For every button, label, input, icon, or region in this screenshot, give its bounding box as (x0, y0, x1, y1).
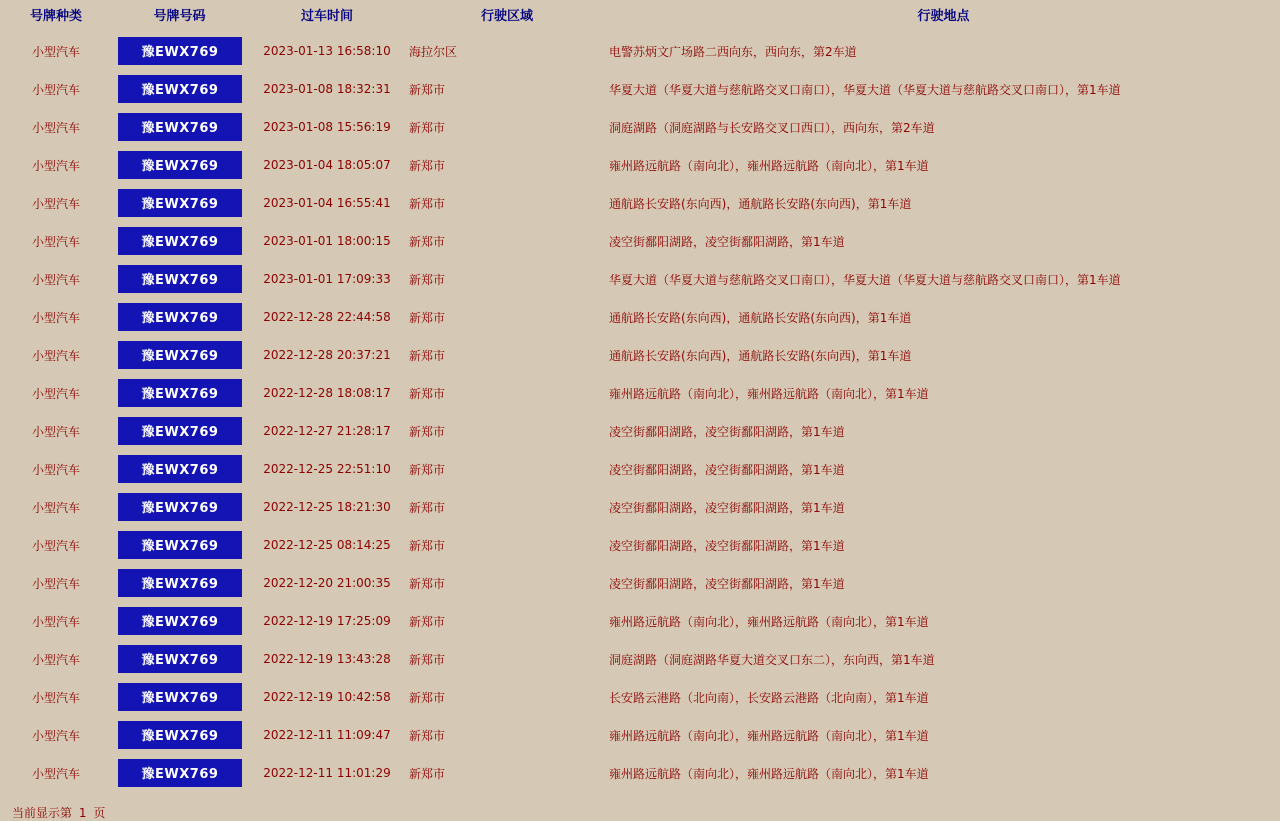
cell-plate-number[interactable] (112, 336, 247, 374)
pagination-prefix: 当前显示第 (12, 806, 73, 820)
cell-plate-type: 小型汽车 (31, 652, 80, 667)
cell-area: 新郑市 (409, 196, 446, 211)
cell-location: 凌空街鄱阳湖路，凌空街鄱阳湖路，第1车道 (609, 234, 845, 249)
cell-plate-number[interactable] (112, 602, 247, 640)
cell-plate-type: 小型汽车 (31, 310, 80, 325)
plate-badge[interactable]: 豫EWX769 (118, 683, 242, 711)
cell-plate-number[interactable] (112, 564, 247, 602)
cell-area: 新郑市 (409, 348, 446, 363)
cell-plate-type: 小型汽车 (31, 196, 80, 211)
cell-area: 新郑市 (409, 652, 446, 667)
cell-location: 华夏大道（华夏大道与慈航路交叉口南口），华夏大道（华夏大道与慈航路交叉口南口），第1车道 (609, 272, 1121, 287)
table-row[interactable] (0, 488, 1280, 526)
cell-plate-type: 小型汽车 (31, 462, 80, 477)
cell-area: 新郑市 (409, 690, 446, 705)
cell-plate-number[interactable] (112, 640, 247, 678)
cell-area: 新郑市 (409, 386, 446, 401)
cell-plate-number[interactable] (112, 298, 247, 336)
cell-area: 新郑市 (409, 310, 446, 325)
cell-pass-time: 2022-12-11 11:01:29 (263, 766, 391, 780)
plate-badge[interactable]: 豫EWX769 (118, 75, 242, 103)
cell-pass-time: 2023-01-01 17:09:33 (263, 272, 391, 286)
cell-pass-time: 2022-12-28 18:08:17 (263, 386, 391, 400)
cell-area: 新郑市 (409, 576, 446, 591)
cell-plate-number[interactable] (112, 260, 247, 298)
plate-badge[interactable]: 豫EWX769 (118, 341, 242, 369)
cell-location: 长安路云港路（北向南），长安路云港路（北向南），第1车道 (609, 690, 929, 705)
plate-badge[interactable]: 豫EWX769 (118, 37, 242, 65)
cell-area: 新郑市 (409, 538, 446, 553)
cell-location: 雍州路远航路（南向北），雍州路远航路（南向北），第1车道 (609, 728, 929, 743)
cell-plate-type: 小型汽车 (31, 234, 80, 249)
cell-plate-number[interactable] (112, 678, 247, 716)
cell-plate-number[interactable] (112, 108, 247, 146)
cell-pass-time: 2022-12-19 10:42:58 (263, 690, 391, 704)
cell-area: 海拉尔区 (409, 44, 458, 59)
cell-plate-type: 小型汽车 (31, 120, 80, 135)
cell-area: 新郑市 (409, 424, 446, 439)
cell-plate-type: 小型汽车 (31, 44, 80, 59)
plate-badge[interactable]: 豫EWX769 (118, 379, 242, 407)
cell-plate-number[interactable] (112, 70, 247, 108)
plate-badge[interactable]: 豫EWX769 (118, 569, 242, 597)
cell-area: 新郑市 (409, 462, 446, 477)
plate-badge[interactable]: 豫EWX769 (118, 189, 242, 217)
cell-location: 雍州路远航路（南向北），雍州路远航路（南向北），第1车道 (609, 158, 929, 173)
cell-plate-type: 小型汽车 (31, 766, 80, 781)
table-row[interactable] (0, 564, 1280, 602)
plate-badge[interactable]: 豫EWX769 (118, 493, 242, 521)
plate-badge[interactable]: 豫EWX769 (118, 303, 242, 331)
plate-badge[interactable]: 豫EWX769 (118, 759, 242, 787)
cell-area: 新郑市 (409, 500, 446, 515)
plate-badge[interactable]: 豫EWX769 (118, 265, 242, 293)
cell-location: 电警苏炳文广场路二西向东，西向东，第2车道 (609, 44, 857, 59)
cell-location: 雍州路远航路（南向北），雍州路远航路（南向北），第1车道 (609, 766, 929, 781)
cell-plate-type: 小型汽车 (31, 158, 80, 173)
cell-location: 雍州路远航路（南向北），雍州路远航路（南向北），第1车道 (609, 614, 929, 629)
cell-plate-type: 小型汽车 (31, 614, 80, 629)
plate-badge[interactable]: 豫EWX769 (118, 227, 242, 255)
cell-location: 通航路长安路(东向西)，通航路长安路(东向西)，第1车道 (609, 196, 912, 211)
cell-plate-number[interactable] (112, 184, 247, 222)
table-row[interactable] (0, 70, 1280, 108)
column-header-plate-number: 号牌号码 (153, 9, 206, 24)
table-row[interactable] (0, 602, 1280, 640)
plate-badge[interactable]: 豫EWX769 (118, 455, 242, 483)
pagination-page-number: 1 (78, 806, 87, 820)
cell-plate-type: 小型汽车 (31, 690, 80, 705)
cell-plate-number[interactable] (112, 716, 247, 754)
table-row[interactable] (0, 108, 1280, 146)
cell-plate-number[interactable] (112, 450, 247, 488)
cell-location: 华夏大道（华夏大道与慈航路交叉口南口），华夏大道（华夏大道与慈航路交叉口南口），第1车道 (609, 82, 1121, 97)
cell-location: 雍州路远航路（南向北），雍州路远航路（南向北），第1车道 (609, 386, 929, 401)
cell-plate-type: 小型汽车 (31, 386, 80, 401)
cell-plate-number[interactable] (112, 146, 247, 184)
cell-location: 凌空街鄱阳湖路，凌空街鄱阳湖路，第1车道 (609, 538, 845, 553)
cell-pass-time: 2022-12-25 08:14:25 (263, 538, 391, 552)
cell-area: 新郑市 (409, 120, 446, 135)
column-header-pass-time: 过车时间 (300, 9, 353, 24)
table-row[interactable] (0, 754, 1280, 792)
cell-location: 通航路长安路(东向西)，通航路长安路(东向西)，第1车道 (609, 348, 912, 363)
cell-pass-time: 2022-12-20 21:00:35 (263, 576, 391, 590)
cell-plate-type: 小型汽车 (31, 424, 80, 439)
cell-area: 新郑市 (409, 272, 446, 287)
column-header-location: 行驶地点 (917, 9, 970, 24)
column-header-plate-type: 号牌种类 (29, 9, 82, 24)
cell-location: 通航路长安路(东向西)，通航路长安路(东向西)，第1车道 (609, 310, 912, 325)
table-body (0, 32, 1280, 792)
cell-plate-type: 小型汽车 (31, 538, 80, 553)
cell-pass-time: 2023-01-04 16:55:41 (263, 196, 391, 210)
cell-pass-time: 2022-12-27 21:28:17 (263, 424, 391, 438)
cell-pass-time: 2022-12-19 17:25:09 (263, 614, 391, 628)
cell-pass-time: 2022-12-19 13:43:28 (263, 652, 391, 666)
plate-badge[interactable]: 豫EWX769 (118, 531, 242, 559)
cell-pass-time: 2023-01-01 18:00:15 (263, 234, 391, 248)
table-row[interactable] (0, 260, 1280, 298)
cell-area: 新郑市 (409, 728, 446, 743)
cell-plate-number[interactable] (112, 374, 247, 412)
table-row[interactable] (0, 374, 1280, 412)
table-row[interactable] (0, 32, 1280, 70)
cell-plate-number[interactable] (112, 488, 247, 526)
cell-pass-time: 2022-12-28 20:37:21 (263, 348, 391, 362)
cell-area: 新郑市 (409, 234, 446, 249)
plate-badge[interactable]: 豫EWX769 (118, 645, 242, 673)
table-row[interactable] (0, 678, 1280, 716)
cell-plate-type: 小型汽车 (31, 500, 80, 515)
cell-pass-time: 2023-01-08 18:32:31 (263, 82, 391, 96)
cell-plate-type: 小型汽车 (31, 728, 80, 743)
table-row[interactable] (0, 146, 1280, 184)
plate-badge[interactable]: 豫EWX769 (118, 607, 242, 635)
cell-location: 洞庭湖路（洞庭湖路华夏大道交叉口东二），东向西，第1车道 (609, 652, 935, 667)
cell-location: 洞庭湖路（洞庭湖路与长安路交叉口西口），西向东，第2车道 (609, 120, 935, 135)
cell-location: 凌空街鄱阳湖路，凌空街鄱阳湖路，第1车道 (609, 424, 845, 439)
table-row[interactable] (0, 336, 1280, 374)
table-row[interactable] (0, 716, 1280, 754)
cell-location: 凌空街鄱阳湖路，凌空街鄱阳湖路，第1车道 (609, 576, 845, 591)
cell-area: 新郑市 (409, 82, 446, 97)
table-header-row (0, 0, 1280, 32)
cell-plate-number[interactable] (112, 222, 247, 260)
cell-pass-time: 2022-12-25 18:21:30 (263, 500, 391, 514)
table-row[interactable] (0, 526, 1280, 564)
cell-area: 新郑市 (409, 614, 446, 629)
cell-plate-type: 小型汽车 (31, 82, 80, 97)
table-row[interactable] (0, 640, 1280, 678)
cell-area: 新郑市 (409, 158, 446, 173)
plate-badge[interactable]: 豫EWX769 (118, 151, 242, 179)
table-header (0, 0, 1280, 32)
table-row[interactable] (0, 222, 1280, 260)
cell-plate-type: 小型汽车 (31, 576, 80, 591)
cell-area: 新郑市 (409, 766, 446, 781)
cell-plate-type: 小型汽车 (31, 272, 80, 287)
cell-pass-time: 2022-12-25 22:51:10 (263, 462, 391, 476)
cell-pass-time: 2023-01-04 18:05:07 (263, 158, 391, 172)
cell-plate-number[interactable] (112, 412, 247, 450)
pagination-status (0, 792, 1280, 821)
pagination-suffix: 页 (93, 806, 106, 820)
cell-plate-number[interactable] (112, 754, 247, 792)
table-row[interactable] (0, 298, 1280, 336)
column-header-area: 行驶区域 (480, 9, 533, 24)
cell-pass-time: 2022-12-28 22:44:58 (263, 310, 391, 324)
cell-plate-number[interactable] (112, 526, 247, 564)
plate-badge[interactable]: 豫EWX769 (118, 721, 242, 749)
plate-badge[interactable]: 豫EWX769 (118, 417, 242, 445)
cell-pass-time: 2023-01-13 16:58:10 (263, 44, 391, 58)
cell-location: 凌空街鄱阳湖路，凌空街鄱阳湖路，第1车道 (609, 462, 845, 477)
cell-plate-number[interactable] (112, 32, 247, 70)
table-row[interactable] (0, 184, 1280, 222)
cell-plate-type: 小型汽车 (31, 348, 80, 363)
table-row[interactable] (0, 450, 1280, 488)
cell-location: 凌空街鄱阳湖路，凌空街鄱阳湖路，第1车道 (609, 500, 845, 515)
table-row[interactable] (0, 412, 1280, 450)
cell-pass-time: 2023-01-08 15:56:19 (263, 120, 391, 134)
plate-badge[interactable]: 豫EWX769 (118, 113, 242, 141)
cell-pass-time: 2022-12-11 11:09:47 (263, 728, 391, 742)
